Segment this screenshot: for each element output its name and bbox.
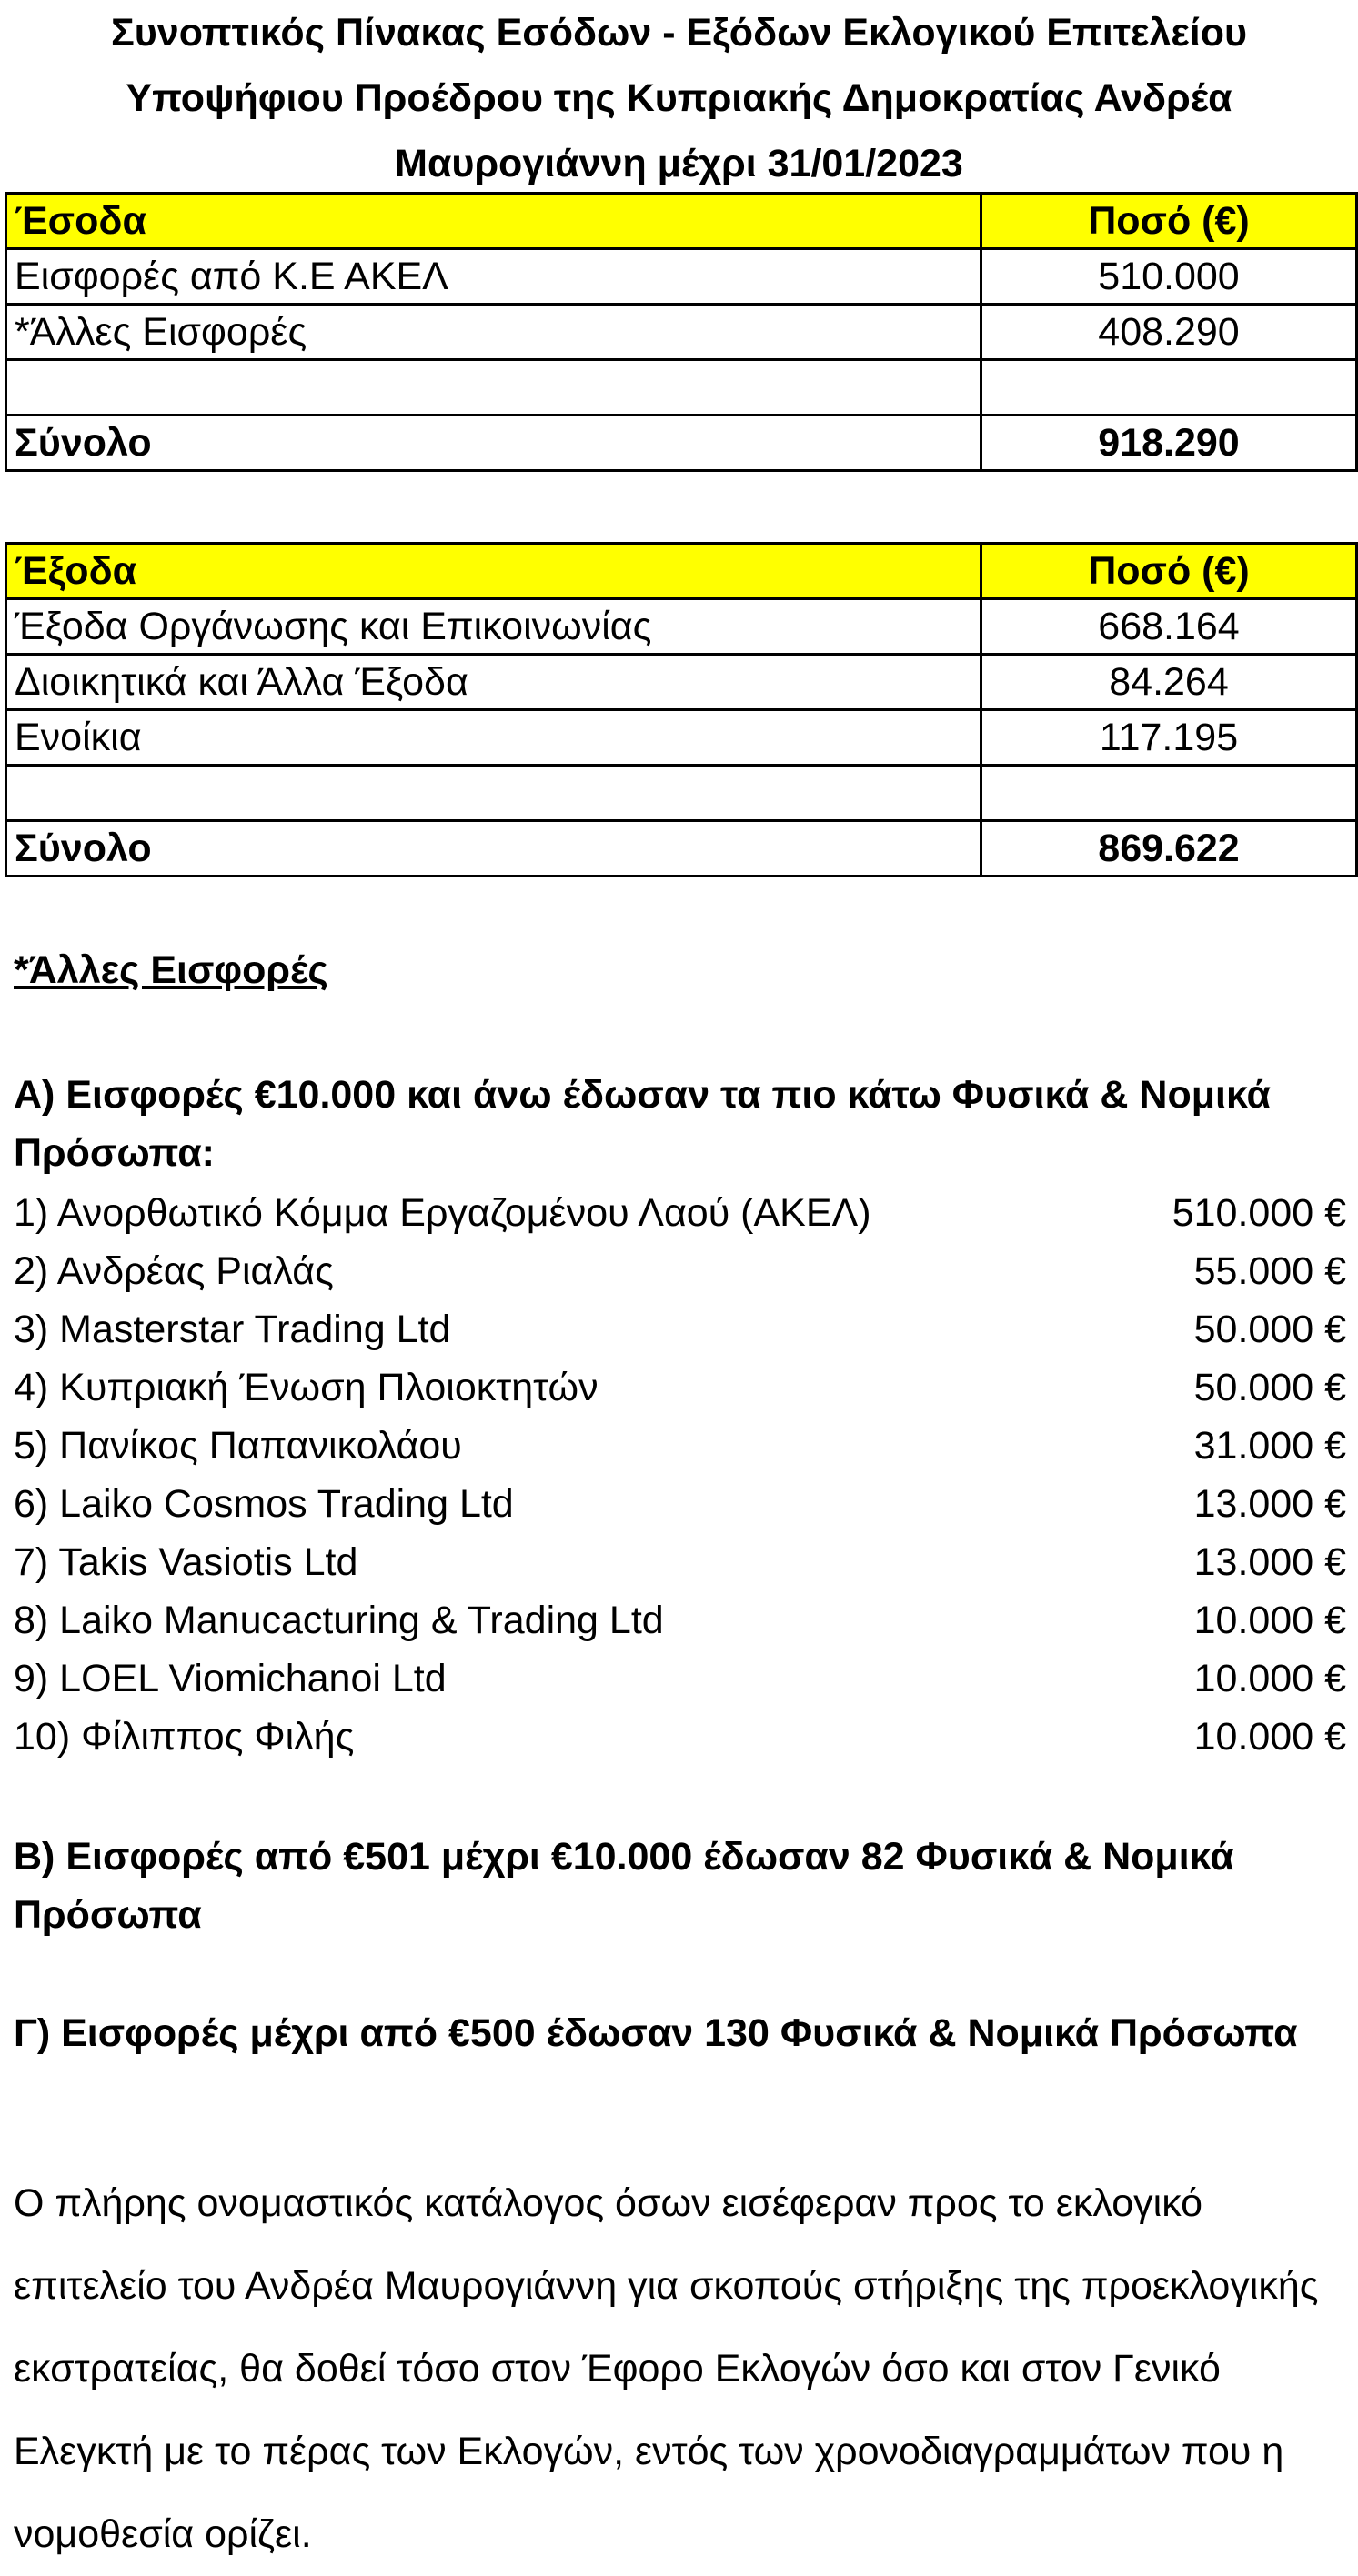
expenses-row-amount: 668.164 (981, 599, 1357, 655)
income-header-amount: Ποσό (€) (981, 194, 1357, 249)
table-row (6, 249, 1357, 305)
income-row-amount: 510.000 (981, 249, 1357, 305)
closing-note: Ο πλήρης ονομαστικός κατάλογος όσων εισέφεραν προς το εκλογικό επιτελείο του Ανδρέα Μαυρογιάννη για σκοπούς στήριξης της προεκλογικής εκστρατείας, θα δοθεί τόσο στον Έφορο Εκλογών όσο και στον Γενικό Ελεγκτή με το πέρας των Εκλογών, εντός των χρονοδιαγραμμάτων που η νομοθεσία ορίζει. (14, 2181, 1319, 2556)
income-row-amount: 408.290 (981, 305, 1357, 360)
list-item (14, 1533, 1346, 1591)
donor-name: 4) Κυπριακή Ένωση Πλοιοκτητών (14, 1366, 599, 1409)
expenses-total-amount: 869.622 (981, 821, 1357, 877)
income-total-label: Σύνολο (6, 416, 981, 471)
expenses-row-label: Έξοδα Οργάνωσης και Επικοινωνίας (6, 599, 981, 655)
expenses-row-label (6, 766, 981, 821)
donor-amount: 13.000 € (1193, 1482, 1346, 1526)
expenses-header-amount: Ποσό (€) (981, 544, 1357, 599)
expenses-header-row (6, 544, 1357, 599)
list-item (14, 1242, 1346, 1300)
income-row-label: *Άλλες Εισφορές (6, 305, 981, 360)
table-row (6, 710, 1357, 766)
income-row-label (6, 360, 981, 416)
expenses-header-label: Έξοδα (6, 544, 981, 599)
list-item (14, 1184, 1346, 1242)
list-item (14, 1708, 1346, 1766)
donor-amount: 13.000 € (1193, 1540, 1346, 1584)
income-total-row (6, 416, 1357, 471)
title-line-3: Μαυρογιάννη μέχρι 31/01/2023 (395, 142, 963, 185)
donor-amount: 50.000 € (1193, 1308, 1346, 1351)
list-item (14, 1300, 1346, 1358)
expenses-row-amount: 117.195 (981, 710, 1357, 766)
donor-name: 7) Takis Vasiotis Ltd (14, 1540, 358, 1584)
donor-name: 10) Φίλιππος Φιλής (14, 1715, 355, 1759)
donor-name: 3) Masterstar Trading Ltd (14, 1308, 451, 1351)
donor-amount: 510.000 € (1172, 1191, 1346, 1235)
income-row-amount (981, 360, 1357, 416)
table-row (6, 305, 1357, 360)
list-item (14, 1591, 1346, 1649)
donor-amount: 50.000 € (1193, 1366, 1346, 1409)
donor-amount: 55.000 € (1193, 1249, 1346, 1293)
expenses-table (5, 542, 1358, 877)
donor-name: 9) LOEL Viomichanoi Ltd (14, 1657, 447, 1700)
table-row (6, 766, 1357, 821)
list-item (14, 1358, 1346, 1417)
expenses-row-label: Ενοίκια (6, 710, 981, 766)
section-a-title: Α) Εισφορές €10.000 και άνω έδωσαν τα πιο κάτω Φυσικά & Νομικά Πρόσωπα: (14, 1073, 1271, 1175)
income-table (5, 192, 1358, 472)
donor-name: 8) Laiko Manucacturing & Trading Ltd (14, 1599, 664, 1642)
list-item (14, 1417, 1346, 1475)
donor-amount: 10.000 € (1193, 1657, 1346, 1700)
table-row (6, 599, 1357, 655)
section-b-title: Β) Εισφορές από €501 μέχρι €10.000 έδωσαν 82 Φυσικά & Νομικά Πρόσωπα (14, 1835, 1234, 1937)
table-row (6, 655, 1357, 710)
expenses-total-label: Σύνολο (6, 821, 981, 877)
title-line-1: Συνοπτικός Πίνακας Εσόδων - Εξόδων Εκλογικού Επιτελείου (110, 11, 1248, 55)
income-header-label: Έσοδα (6, 194, 981, 249)
list-item (14, 1475, 1346, 1533)
expenses-row-amount (981, 766, 1357, 821)
expenses-row-label: Διοικητικά και Άλλα Έξοδα (6, 655, 981, 710)
income-header-row (6, 194, 1357, 249)
title-line-2: Υποψήφιου Προέδρου της Κυπριακής Δημοκρατίας Ανδρέα (126, 76, 1232, 120)
table-row (6, 360, 1357, 416)
donor-amount: 10.000 € (1193, 1715, 1346, 1759)
donor-name: 5) Πανίκος Παπανικολάου (14, 1424, 462, 1468)
expenses-row-amount: 84.264 (981, 655, 1357, 710)
donor-amount: 31.000 € (1193, 1424, 1346, 1468)
donor-name: 1) Ανορθωτικό Κόμμα Εργαζομένου Λαού (ΑΚΕΛ) (14, 1191, 871, 1235)
income-total-amount: 918.290 (981, 416, 1357, 471)
donor-amount: 10.000 € (1193, 1599, 1346, 1642)
section-c-title: Γ) Εισφορές μέχρι από €500 έδωσαν 130 Φυσικά & Νομικά Πρόσωπα (14, 2011, 1298, 2055)
donor-name: 6) Laiko Cosmos Trading Ltd (14, 1482, 514, 1526)
other-contributions-heading: *Άλλες Εισφορές (14, 948, 328, 992)
expenses-total-row (6, 821, 1357, 877)
donor-list (14, 1184, 1346, 1766)
list-item (14, 1649, 1346, 1708)
donor-name: 2) Ανδρέας Ριαλάς (14, 1249, 334, 1293)
document-title (0, 0, 1358, 196)
income-row-label: Εισφορές από Κ.Ε ΑΚΕΛ (6, 249, 981, 305)
